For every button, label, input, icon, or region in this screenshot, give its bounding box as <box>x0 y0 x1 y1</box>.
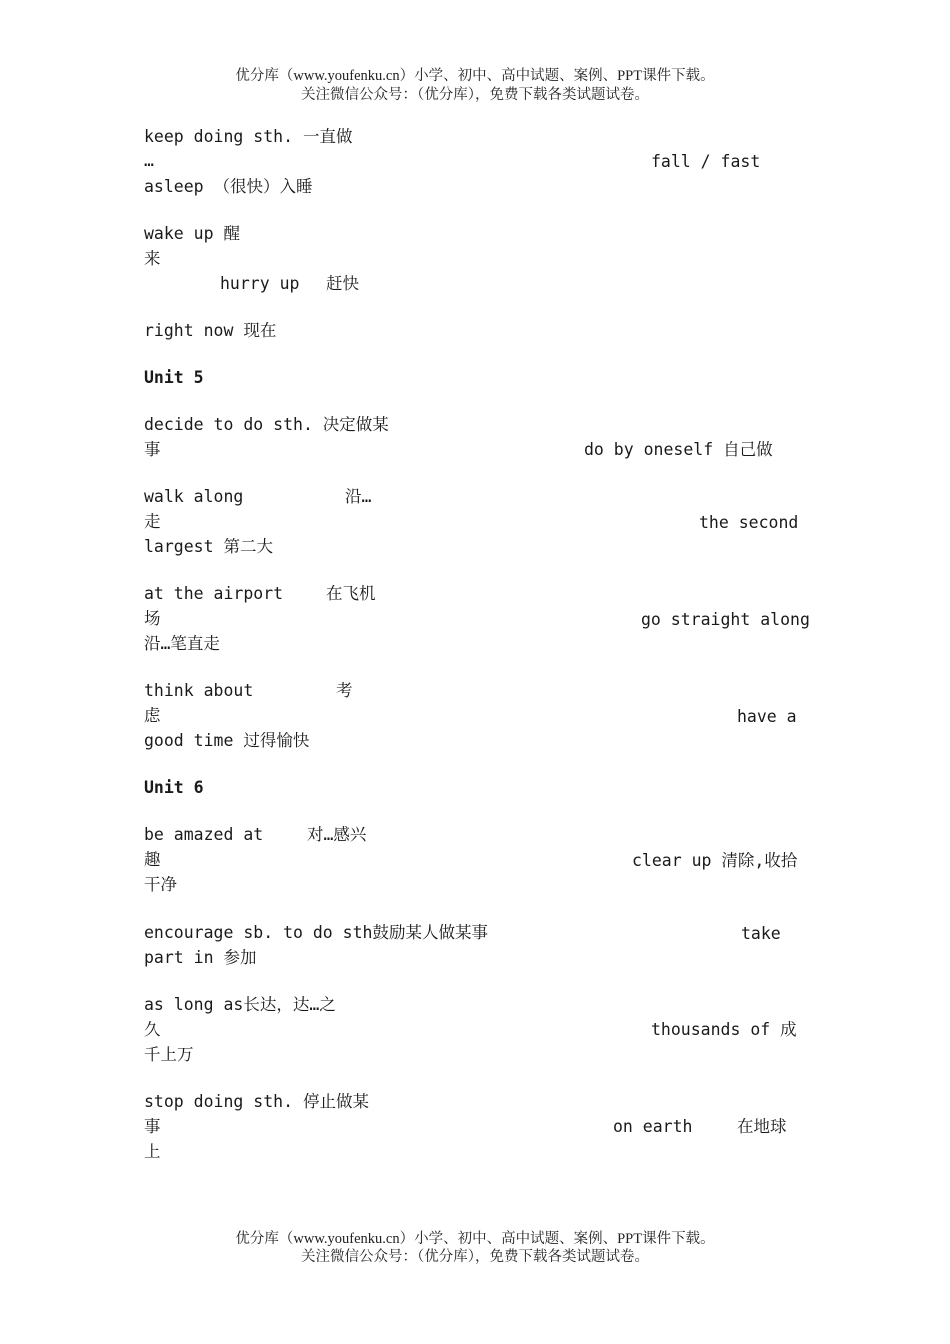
phrase-shang: 上 <box>144 1142 161 1161</box>
phrase-zai-feiji: 在飞机 <box>326 584 376 603</box>
phrase-stop-doing: stop doing sth. 停止做某 <box>144 1092 369 1111</box>
ellipsis: … <box>144 151 154 170</box>
phrase-on-earth: on earth <box>613 1117 693 1136</box>
phrase-do-by-oneself: do by oneself 自己做 <box>584 440 773 459</box>
phrase-right-now: right now 现在 <box>144 321 277 340</box>
footer-line-2: 关注微信公众号：（优分库），免费下载各类试题试卷。 <box>301 1249 649 1265</box>
phrase-have-a: have a <box>737 707 797 726</box>
phrase-ganjing: 干净 <box>144 875 177 894</box>
phrase-zai-diqiu: 在地球 <box>737 1117 787 1136</box>
phrase-lv: 虑 <box>144 706 161 725</box>
phrase-shi-2: 事 <box>144 1117 161 1136</box>
phrase-shi-1: 事 <box>144 440 161 459</box>
phrase-think-about: think about <box>144 681 254 700</box>
phrase-lai: 来 <box>144 249 161 268</box>
header-line-1: 优分库（www.youfenku.cn）小学、初中、高中试题、案例、PPT课件下载。 <box>235 68 715 84</box>
phrase-gankuai: 赶快 <box>326 274 359 293</box>
phrase-as-long-as: as long as长达，达…之 <box>144 995 336 1014</box>
phrase-part-in: part in 参加 <box>144 948 257 967</box>
phrase-the-second: the second <box>699 513 799 532</box>
phrase-hurry-up: hurry up <box>220 274 300 293</box>
unit-6-heading: Unit 6 <box>144 778 204 797</box>
phrase-wake-up: wake up 醒 <box>144 224 240 243</box>
phrase-thousands: thousands of 成 <box>651 1020 797 1039</box>
phrase-asleep: asleep （很快）入睡 <box>144 177 313 196</box>
phrase-kao: 考 <box>336 681 353 700</box>
phrase-clear-up: clear up 清除,收拾 <box>632 851 798 870</box>
phrase-be-amazed: be amazed at <box>144 825 264 844</box>
phrase-good-time: good time 过得愉快 <box>144 731 310 750</box>
phrase-fall-fast: fall / fast <box>651 152 761 171</box>
phrase-go-straight: go straight along <box>641 610 810 629</box>
phrase-encourage: encourage sb. to do sth鼓励某人做某事 <box>144 923 488 942</box>
footer-line-1: 优分库（www.youfenku.cn）小学、初中、高中试题、案例、PPT课件下载。 <box>235 1231 715 1247</box>
phrase-largest: largest 第二大 <box>144 537 273 556</box>
header-line-2: 关注微信公众号：（优分库），免费下载各类试题试卷。 <box>301 87 649 103</box>
phrase-yan-bizhi: 沿…笔直走 <box>144 634 220 653</box>
phrase-zou: 走 <box>144 512 161 531</box>
unit-5-heading: Unit 5 <box>144 368 204 387</box>
phrase-dui-ganxing: 对…感兴 <box>307 825 367 844</box>
phrase-chang: 场 <box>144 609 161 628</box>
phrase-at-airport: at the airport <box>144 584 284 603</box>
phrase-walk-along: walk along <box>144 487 244 506</box>
phrase-keep-doing: keep doing sth. 一直做 <box>144 127 353 146</box>
phrase-jiu: 久 <box>144 1020 161 1039</box>
phrase-decide: decide to do sth. 决定做某 <box>144 415 389 434</box>
phrase-take: take <box>741 924 781 943</box>
phrase-qianshang: 千上万 <box>144 1045 194 1064</box>
phrase-qu: 趣 <box>144 850 161 869</box>
phrase-yan: 沿… <box>345 487 372 506</box>
